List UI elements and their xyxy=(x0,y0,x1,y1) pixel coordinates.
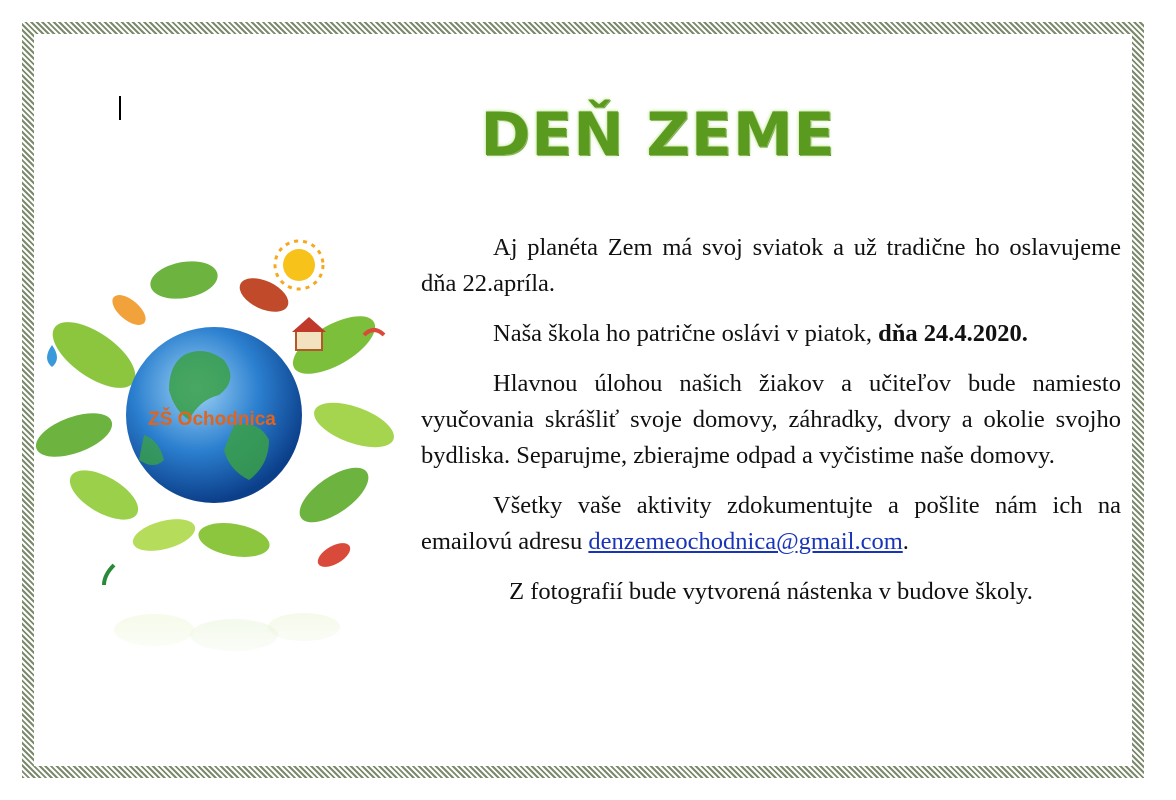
page-title: DEŇ ZEME xyxy=(480,100,836,170)
paragraph-2 xyxy=(421,316,1121,352)
logo-label: ZŠ Ochodnica xyxy=(148,409,276,430)
paragraph-1: Aj planéta Zem má svoj sviatok a už tradične ho oslavujeme dňa 22.apríla. xyxy=(421,234,1121,297)
arrow-icon xyxy=(104,565,114,585)
paragraph-2-text: Naša škola ho patrične oslávi v piatok, xyxy=(493,320,879,347)
title-container xyxy=(0,100,1176,170)
logo-reflection xyxy=(34,595,394,675)
paragraph-3: Hlavnou úlohou našich žiakov a učiteľov bude namiesto vyučovania skrášliť svoje domovy, záhradky, dvory a okolie svojho bydliska. Separujme, zbierajme odpad a vyčistime naše domovy. xyxy=(421,370,1121,469)
event-date: dňa 24.4.2020. xyxy=(878,320,1028,347)
body-text xyxy=(421,230,1121,624)
email-link[interactable]: denzemeochodnica@gmail.com xyxy=(588,528,903,555)
paragraph-4 xyxy=(421,488,1121,560)
paragraph-4-suffix: . xyxy=(902,528,909,555)
arrow-icon xyxy=(364,330,384,335)
paragraph-5: Z fotografií bude vytvorená nástenka v budove školy. xyxy=(509,578,1033,605)
earth-day-logo xyxy=(34,235,394,675)
paragraph-4-text: Všetky vaše aktivity zdokumentujte a pošlite nám ich na emailovú adresu xyxy=(421,492,1121,555)
sun-icon xyxy=(275,241,323,289)
house-icon xyxy=(292,317,326,350)
water-drop-icon xyxy=(47,345,57,367)
